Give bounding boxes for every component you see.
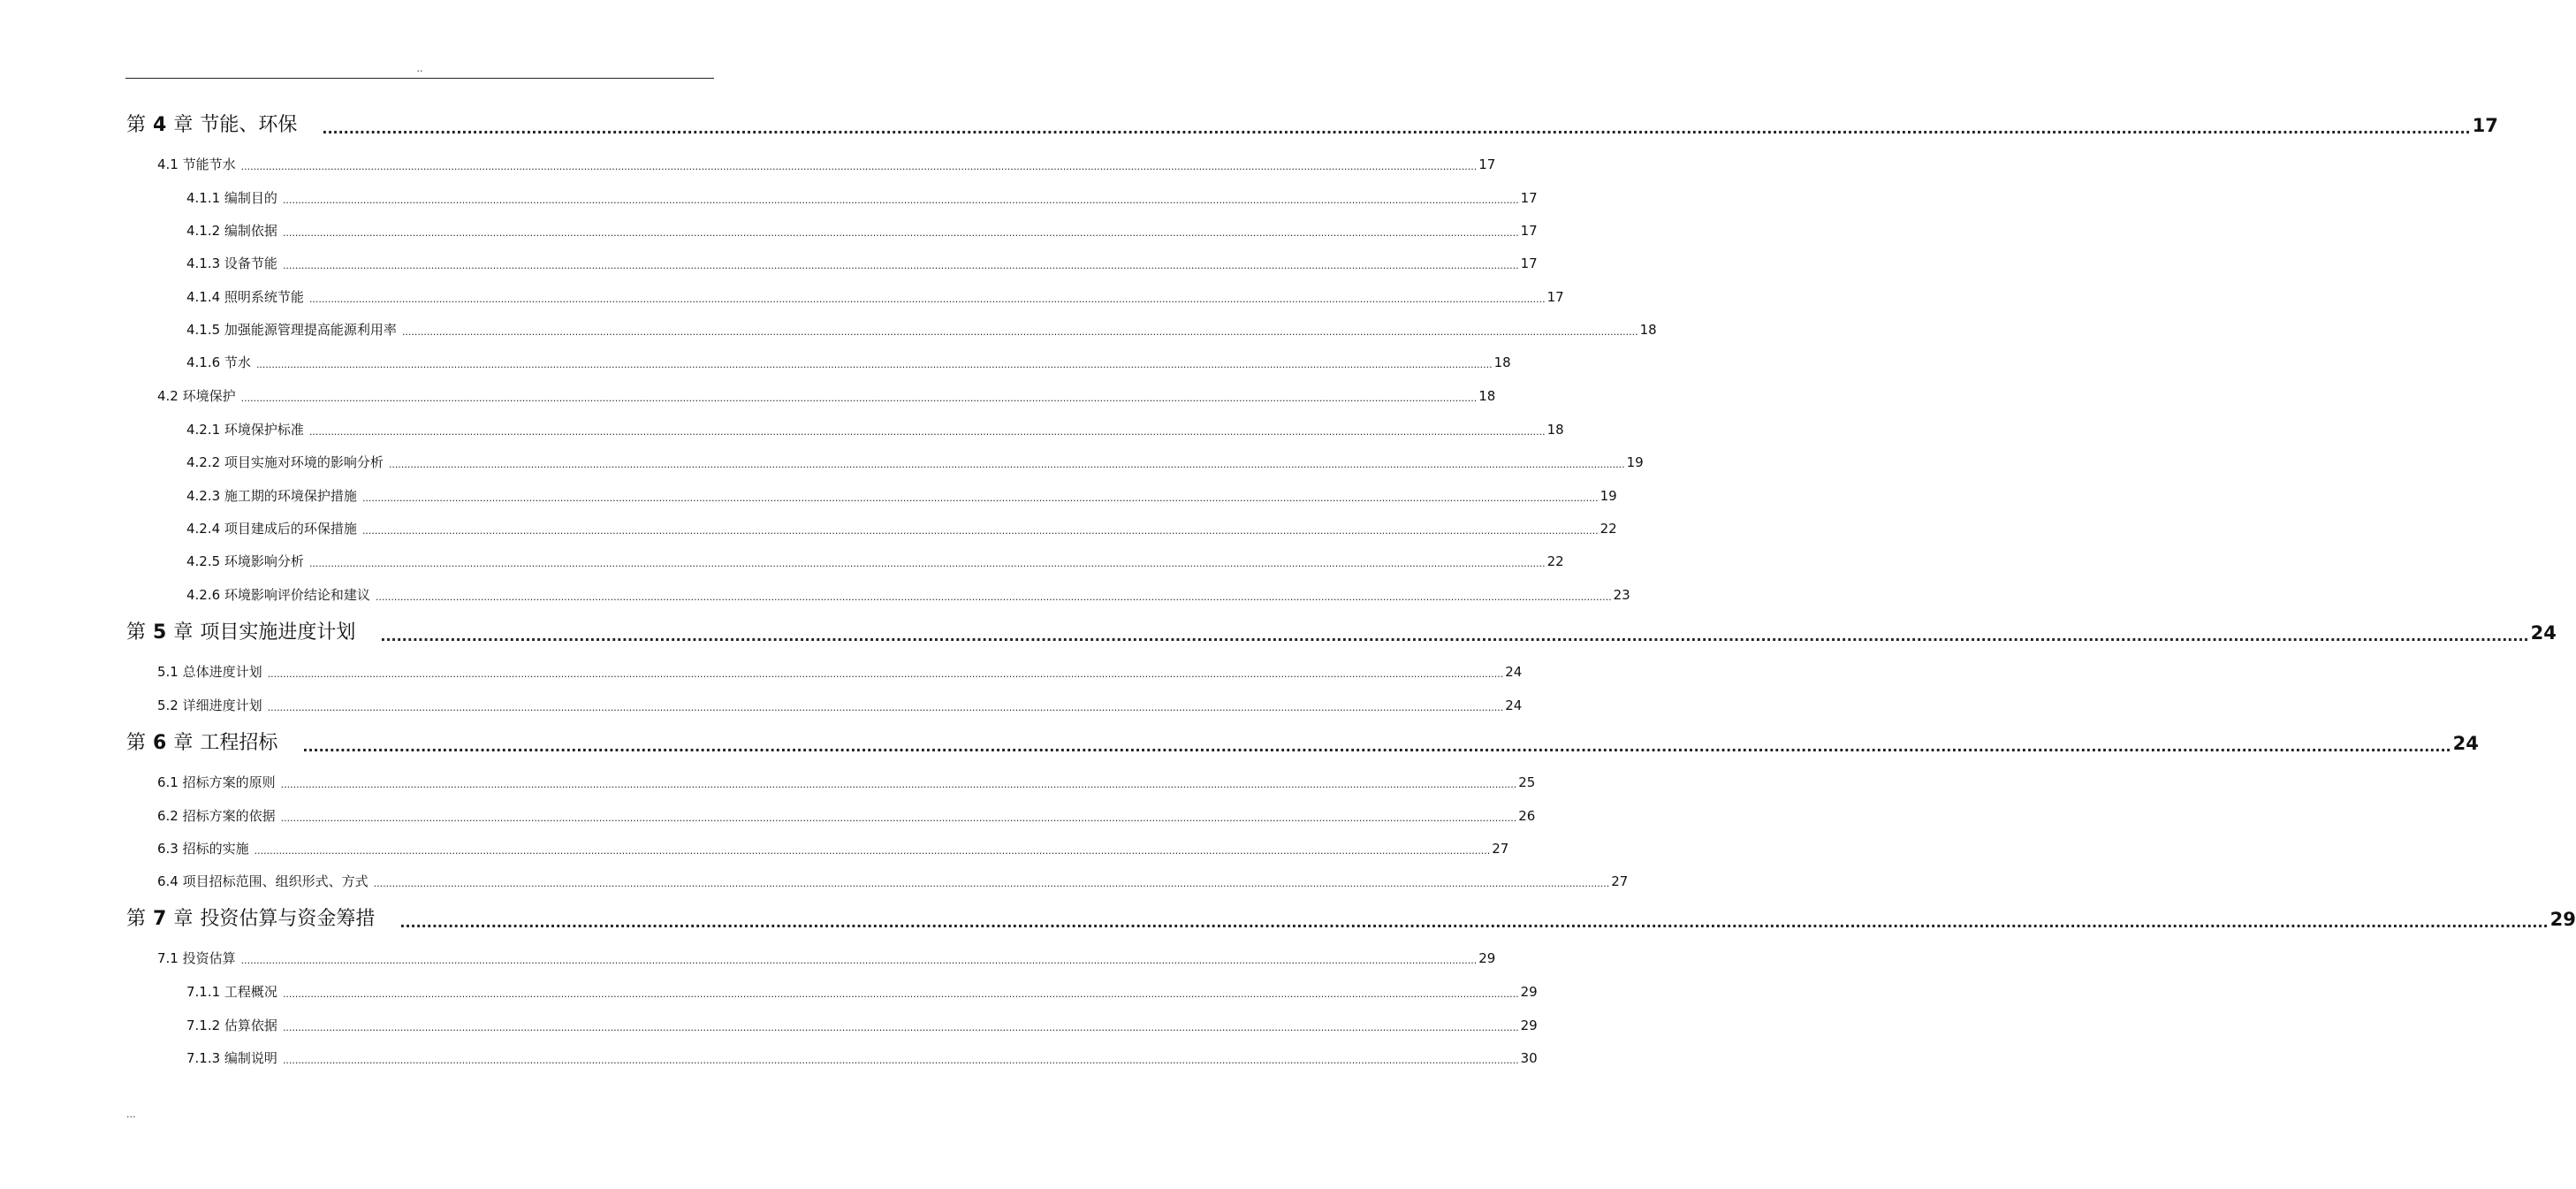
toc-entry-label: 6.2 招标方案的依据 [157,808,276,824]
toc-entry-label: 7.1 投资估算 [157,950,236,966]
chapter-title: 工程招标 [200,732,278,754]
toc-entry-label: 4.2.3 施工期的环境保护措施 [186,488,357,504]
dot-leader: ................................................................................................................................................................................................................................................................................................................................................................................................................ [361,525,1599,537]
toc-entry[interactable] [157,840,1509,857]
dot-leader: ................................................................................................................................................................................................................................................................................................................................................................................................................ [240,955,1478,966]
toc-entry-label: 5.2 详细进度计划 [157,697,262,713]
dot-leader: ................................................................................................................................................................................................................................................................................................................................................................................................................ [240,161,1478,172]
toc-entry[interactable] [186,1017,1538,1034]
toc-entry[interactable] [186,586,1630,604]
toc-entry[interactable] [157,156,1496,173]
dot-leader: ................................................................................................................................................................................................................................................................................................................................................................................................................ [388,459,1625,470]
toc-entry-label: 4.1.5 加强能源管理提高能源利用率 [186,322,397,338]
dot-leader: ................................................................................................................................................................................................................................................................................................................................................................................................................ [322,120,2471,137]
toc-entry-label: 4.1 节能节水 [157,156,236,172]
toc-chapter-entry[interactable] [126,621,2557,645]
chapter-number: 7 [153,908,167,930]
dot-leader: ................................................................................................................................................................................................................................................................................................................................................................................................................ [373,878,1610,889]
dot-leader: ................................................................................................................................................................................................................................................................................................................................................................................................................ [280,779,1517,790]
toc-page-number: 24 [2452,733,2479,754]
toc-page-number: 22 [1546,553,1564,569]
chapter-number: 6 [153,732,167,754]
toc-page-number: 17 [1478,156,1496,172]
toc-entry-label: 4.2.5 环境影响分析 [186,553,304,569]
toc-entry-label [126,113,297,138]
toc-entry[interactable] [157,807,1536,825]
dot-leader: ................................................................................................................................................................................................................................................................................................................................................................................................................ [308,293,1546,305]
toc-entry[interactable] [186,983,1538,1001]
toc-entry-label: 7.1.1 工程概况 [186,984,277,1000]
chapter-title: 项目实施进度计划 [200,621,356,644]
dot-leader: ................................................................................................................................................................................................................................................................................................................................................................................................................ [302,738,2451,755]
toc-entry-label: 4.1.4 照明系统节能 [186,289,304,305]
toc-entry-label: 6.4 项目招标范围、组织形式、方式 [157,873,369,889]
toc-entry-label: 7.1.3 编制说明 [186,1050,277,1066]
toc-entry[interactable] [186,520,1617,537]
dot-leader: ................................................................................................................................................................................................................................................................................................................................................................................................................ [282,260,1519,271]
toc-page-number: 27 [1492,841,1509,857]
toc-entry-label: 4.2.1 环境保护标准 [186,422,304,438]
toc-page-number: 27 [1611,873,1629,889]
dot-leader: ................................................................................................................................................................................................................................................................................................................................................................................................................ [267,668,1504,680]
toc-page-number: 24 [1505,697,1523,713]
toc-entry-label: 4.1.1 编制目的 [186,190,277,206]
dot-leader: ................................................................................................................................................................................................................................................................................................................................................................................................................ [282,988,1519,1000]
toc-entry[interactable] [186,553,1564,570]
dot-leader: ................................................................................................................................................................................................................................................................................................................................................................................................................ [401,326,1638,338]
toc-entry[interactable] [157,663,1523,681]
toc-entry[interactable] [186,255,1538,272]
toc-entry-label: 7.1.2 估算依据 [186,1018,277,1033]
toc-page-number: 24 [2530,622,2557,644]
toc-entry[interactable] [186,189,1538,207]
toc-entry-label: 4.2 环境保护 [157,388,236,404]
toc-entry[interactable] [157,387,1496,405]
toc-page-number: 18 [1546,422,1564,438]
chapter-prefix: 第 [126,732,147,754]
toc-page-number: 25 [1518,774,1536,790]
toc-page-number: 17 [1520,255,1538,271]
toc-chapter-entry[interactable] [126,907,2576,932]
toc-page-number: 17 [1520,223,1538,239]
toc-entry-label [126,621,355,645]
toc-entry-label: 5.1 总体进度计划 [157,664,262,680]
dot-leader: ................................................................................................................................................................................................................................................................................................................................................................................................................ [282,1055,1519,1066]
toc-page-number: 19 [1626,454,1644,470]
toc-entry-label: 4.1.2 编制依据 [186,223,277,239]
toc-entry-label: 4.1.6 节水 [186,354,251,370]
dot-leader: ................................................................................................................................................................................................................................................................................................................................................................................................................ [240,393,1478,404]
toc-entry[interactable] [186,354,1511,371]
dot-leader: ................................................................................................................................................................................................................................................................................................................................................................................................................ [282,227,1519,239]
dot-leader: ................................................................................................................................................................................................................................................................................................................................................................................................................ [267,702,1504,713]
dot-leader: ................................................................................................................................................................................................................................................................................................................................................................................................................ [280,812,1517,824]
toc-page-number: 26 [1518,808,1536,824]
toc-chapter-entry[interactable] [126,731,2479,756]
chapter-prefix: 第 [126,114,147,136]
toc-entry[interactable] [186,321,1657,339]
chapter-title: 投资估算与资金筹措 [200,908,376,930]
toc-entry-label: 6.3 招标的实施 [157,841,249,857]
toc-page-number: 23 [1613,587,1630,603]
toc-entry[interactable] [186,487,1617,505]
toc-page-number: 18 [1493,354,1511,370]
chapter-suffix: 章 [173,908,194,930]
dot-leader: ................................................................................................................................................................................................................................................................................................................................................................................................................ [255,359,1493,370]
header-rule [125,78,714,79]
toc-entry-label: 4.2.4 项目建成后的环保措施 [186,521,357,537]
toc-page-number: 29 [1520,984,1538,1000]
dot-leader: ................................................................................................................................................................................................................................................................................................................................................................................................................ [375,591,1612,603]
toc-page-number: 24 [1505,664,1523,680]
dot-leader: ................................................................................................................................................................................................................................................................................................................................................................................................................ [380,628,2529,644]
toc-entry[interactable] [186,453,1644,471]
chapter-prefix: 第 [126,908,147,930]
toc-page-number: 19 [1600,488,1617,504]
toc-entry-label: 4.2.6 环境影响评价结论和建议 [186,587,370,603]
page-header-mark: .. [416,63,423,74]
dot-leader: ................................................................................................................................................................................................................................................................................................................................................................................................................ [254,845,1491,857]
chapter-suffix: 章 [173,621,194,644]
toc-entry-label: 4.1.3 设备节能 [186,255,277,271]
toc-entry[interactable] [157,873,1629,890]
toc-entry[interactable] [157,774,1536,791]
toc-entry[interactable] [157,697,1523,714]
toc-entry[interactable] [186,1049,1538,1067]
chapter-number: 4 [153,114,167,136]
chapter-suffix: 章 [173,732,194,754]
dot-leader: ................................................................................................................................................................................................................................................................................................................................................................................................................ [361,492,1599,504]
toc-page-number: 18 [1478,388,1496,404]
dot-leader: ................................................................................................................................................................................................................................................................................................................................................................................................................ [308,558,1546,569]
dot-leader: ................................................................................................................................................................................................................................................................................................................................................................................................................ [282,1022,1519,1033]
toc-page-number: 18 [1639,322,1657,338]
toc-entry[interactable] [157,949,1496,967]
dot-leader: ................................................................................................................................................................................................................................................................................................................................................................................................................ [308,426,1546,438]
chapter-title: 节能、环保 [200,114,298,136]
chapter-suffix: 章 [173,114,194,136]
toc-entry[interactable] [186,288,1564,306]
dot-leader: ................................................................................................................................................................................................................................................................................................................................................................................................................ [399,914,2549,931]
toc-page-number: 17 [2472,115,2498,136]
toc-entry-label: 6.1 招标方案的原则 [157,774,276,790]
toc-page-number: 17 [1520,190,1538,206]
toc-entry-label: 4.2.2 项目实施对环境的影响分析 [186,454,384,470]
toc-page-number: 29 [2549,909,2576,930]
toc-page-number: 17 [1546,289,1564,305]
toc-page-number: 30 [1520,1050,1538,1066]
chapter-number: 5 [153,621,167,644]
toc-page-number: 29 [1520,1018,1538,1033]
toc-chapter-entry[interactable] [126,113,2498,138]
toc-entry[interactable] [186,222,1538,240]
dot-leader: ................................................................................................................................................................................................................................................................................................................................................................................................................ [282,194,1519,206]
toc-entry-label [126,907,375,932]
toc-entry-label [126,731,277,756]
toc-page-number: 22 [1600,521,1617,537]
page-footer-mark: ... [126,1109,136,1120]
chapter-prefix: 第 [126,621,147,644]
toc-page-number: 29 [1478,950,1496,966]
toc-entry[interactable] [186,421,1564,438]
